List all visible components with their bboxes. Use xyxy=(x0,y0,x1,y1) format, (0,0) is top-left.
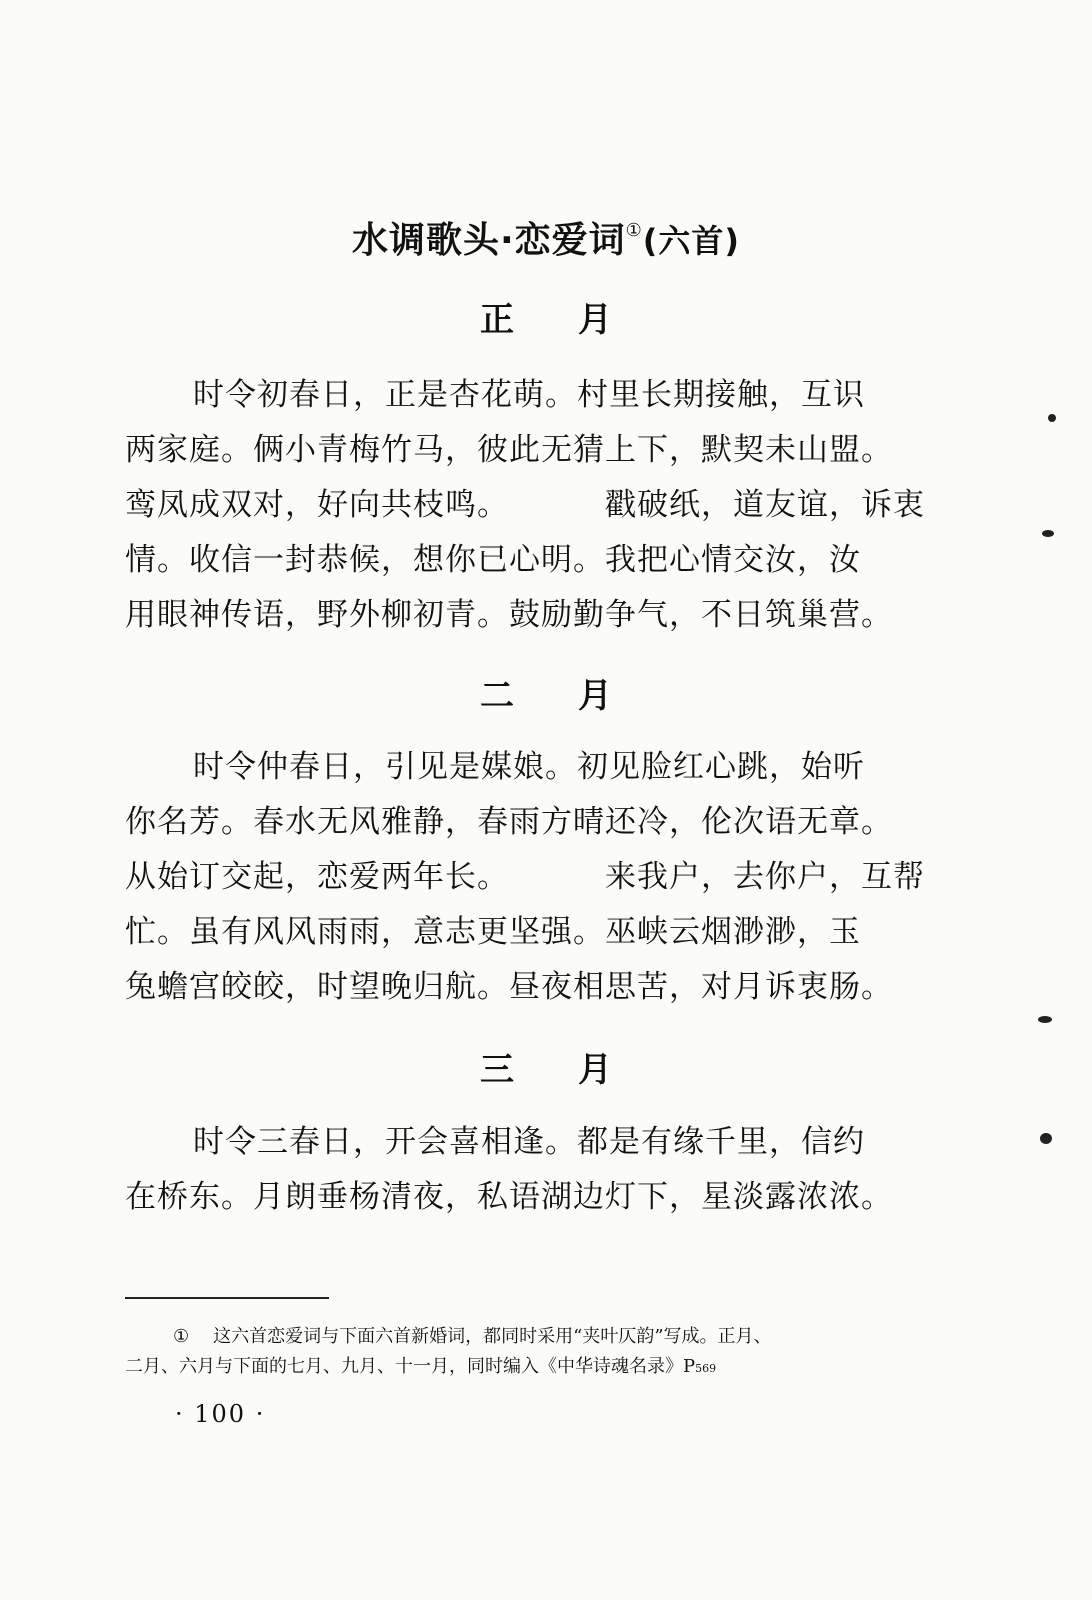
poem-line-part: 鸾凤成双对，好向共枝鸣。 xyxy=(125,487,509,523)
page-number: · 100 · xyxy=(175,1400,266,1428)
footnote-page-ref: 569 xyxy=(695,1362,717,1375)
poem-line: 忙。虽有风风雨雨，意志更坚强。巫峡云烟渺渺，玉 xyxy=(125,914,861,950)
poem-line-part: 从始订交起，恋爱两年长。 xyxy=(125,859,509,895)
poem-line: 时令初春日，正是杏花萌。村里长期接触，互识 xyxy=(193,377,865,413)
poem-line: 在桥东。月朗垂杨清夜，私语湖边灯下，星淡露浓浓。 xyxy=(125,1179,893,1215)
poem-line: 时令仲春日，引见是媒娘。初见脸红心跳，始听 xyxy=(193,749,865,785)
scan-speck xyxy=(1042,530,1054,537)
title-main: 水调歌头·恋爱词 xyxy=(351,220,626,261)
title-subtitle: (六首) xyxy=(642,222,741,260)
scan-speck xyxy=(1040,1133,1052,1144)
poem-line: 兔蟾宫皎皎，时望晚归航。昼夜相思苦，对月诉衷肠。 xyxy=(125,969,893,1005)
footnote-divider xyxy=(125,1297,329,1299)
poem-line xyxy=(125,850,935,905)
footnote-text-2: 二月、六月与下面的七月、九月、十一月，同时编入《中华诗魂名录》P xyxy=(125,1356,696,1377)
poem-line: 两家庭。俩小青梅竹马，彼此无猜上下，默契未山盟。 xyxy=(125,432,893,468)
section-heading-1: 正月 xyxy=(480,300,676,340)
poem-section-3 xyxy=(125,1115,935,1225)
section-heading-2: 二月 xyxy=(480,676,676,716)
footnote xyxy=(125,1322,955,1384)
scan-speck xyxy=(1038,1016,1052,1023)
section-heading-3: 三月 xyxy=(480,1050,676,1090)
poem-line: 时令三春日，开会喜相逢。都是有缘千里，信约 xyxy=(193,1124,865,1160)
poem-section-1 xyxy=(125,368,935,643)
footnote-text: 这六首恋爱词与下面六首新婚词，都同时采用“夹叶仄韵”写成。正月、 xyxy=(213,1326,772,1347)
poem-section-2 xyxy=(125,740,935,1015)
footnote-marker: ① xyxy=(173,1326,190,1347)
poem-line-part: 来我户，去你户，互帮 xyxy=(605,859,925,895)
title-note-marker: ① xyxy=(625,220,643,241)
poem-line xyxy=(125,478,935,533)
poem-line: 情。收信一封恭候，想你已心明。我把心情交汝，汝 xyxy=(125,542,861,578)
scan-speck xyxy=(1048,414,1056,422)
footnote-line-2 xyxy=(125,1352,955,1384)
page-title xyxy=(0,212,1092,263)
footnote-line-1 xyxy=(125,1322,955,1352)
poem-line: 你名芳。春水无风雅静，春雨方晴还冷，伦次语无章。 xyxy=(125,804,893,840)
poem-line-part: 戳破纸，道友谊，诉衷 xyxy=(605,487,925,523)
poem-line: 用眼神传语，野外柳初青。鼓励勤争气，不日筑巢营。 xyxy=(125,597,893,633)
